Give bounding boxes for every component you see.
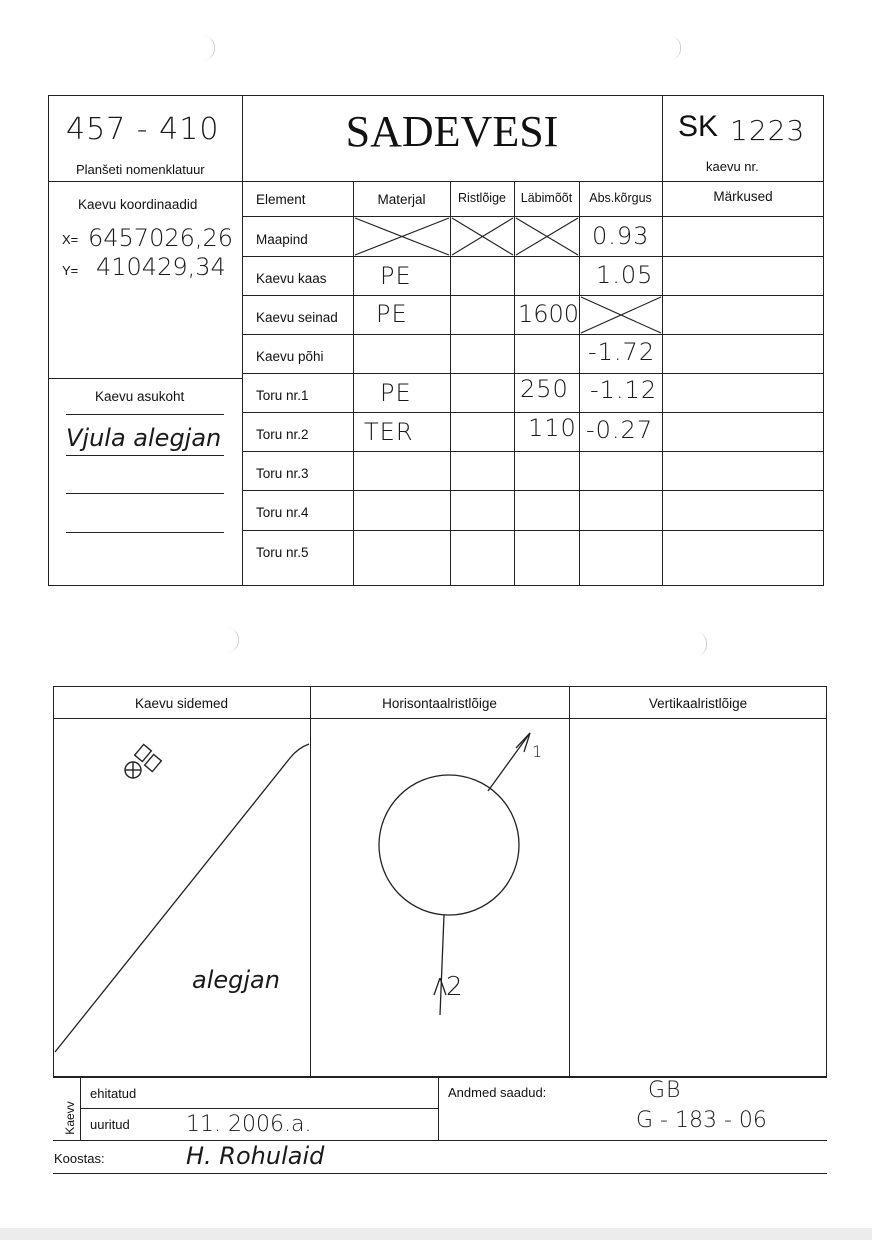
sheet-number: 457 - 410 [66, 112, 220, 147]
well-number: 1223 [730, 114, 806, 147]
divider [242, 373, 824, 374]
surveyed-value: 11. 2006.a. [186, 1112, 312, 1137]
cell-elevation: -1.72 [588, 338, 656, 366]
well-prefix: SK [678, 110, 719, 143]
punch-hole [670, 36, 681, 60]
divider [242, 451, 824, 452]
pipe-2-label: 2 [446, 972, 464, 1002]
sheet-label: Planšeti nomenklatuur [76, 162, 205, 177]
y-label: Y= [62, 263, 79, 278]
divider [242, 256, 824, 257]
cell-elevation: 1.05 [596, 261, 654, 289]
divider [48, 378, 242, 379]
row-label-kaevu-seinad: Kaevu seinad [256, 310, 338, 325]
drawing-panels [53, 686, 827, 1077]
page-title: SADEVESI [345, 107, 559, 156]
cell-diameter: 1600 [518, 300, 580, 328]
coordinates-label: Kaevu koordinaadid [78, 197, 198, 212]
location-value: Vjula alegjan [66, 424, 222, 452]
x-label: X= [62, 232, 79, 247]
cell-elevation: -0.27 [586, 416, 654, 444]
divider [53, 1140, 827, 1141]
divider [242, 412, 824, 413]
location-line [66, 493, 224, 494]
cell-material: PE [380, 262, 412, 290]
panel-header-ties: Kaevu sidemed [134, 696, 229, 711]
divider [242, 490, 824, 491]
column-header: Ristlõige [458, 191, 506, 205]
data-source-label: Andmed saadud: [448, 1085, 547, 1100]
row-label-toru-5: Toru nr.5 [256, 545, 309, 560]
column-header: Abs.kõrgus [589, 191, 652, 205]
divider [48, 181, 824, 182]
divider [438, 1077, 439, 1140]
pipe-1-label: 1 [532, 742, 544, 761]
location-line [66, 455, 224, 456]
divider [80, 1108, 438, 1109]
column-header: Läbimõõt [520, 191, 573, 205]
data-source-code: G - 183 - 06 [636, 1108, 767, 1133]
cell-diameter: 110 [528, 414, 577, 442]
surveyed-label: uuritud [90, 1117, 130, 1132]
y-value: 410429,34 [96, 253, 226, 281]
well-label: kaevu nr. [706, 159, 759, 174]
row-label-toru-3: Toru nr.3 [256, 466, 309, 481]
side-label: Kaevv [63, 1101, 77, 1135]
sketch-label: alegjan [192, 966, 280, 994]
row-label-kaevu-kaas: Kaevu kaas [256, 271, 327, 286]
divider [242, 530, 824, 531]
author-value: H. Rohulaid [186, 1142, 325, 1170]
data-source-value: GB [648, 1078, 682, 1103]
author-label: Koostas: [54, 1151, 105, 1166]
divider [53, 1077, 827, 1078]
location-label: Kaevu asukoht [95, 389, 185, 404]
row-label-maapind: Maapind [256, 232, 308, 247]
punch-hole [204, 36, 215, 60]
column-header: Märkused [713, 189, 773, 204]
divider [662, 95, 663, 586]
divider [514, 181, 515, 586]
x-value: 6457026,26 [88, 224, 234, 252]
cell-elevation: 0.93 [592, 222, 650, 250]
divider [579, 181, 580, 586]
row-label-kaevu-pohi: Kaevu põhi [256, 349, 324, 364]
scan-edge [0, 1228, 872, 1240]
divider [53, 718, 827, 719]
row-label-toru-1: Toru nr.1 [256, 388, 309, 403]
panel-header-vertical: Vertikaalristlõige [648, 696, 748, 711]
divider [242, 95, 243, 586]
divider [242, 295, 824, 296]
column-header: Element [256, 192, 306, 207]
punch-hole [696, 632, 707, 656]
cell-material: PE [380, 379, 412, 407]
cell-material: TER [364, 418, 414, 446]
cell-material: PE [376, 300, 408, 328]
panel-header-horizontal: Horisontaalristlõige [382, 696, 497, 711]
cell-diameter: 250 [520, 375, 569, 403]
divider [242, 334, 824, 335]
cell-elevation: -1.12 [590, 376, 658, 404]
divider [242, 216, 824, 217]
column-header: Materjal [377, 192, 426, 207]
divider [53, 1173, 827, 1174]
built-label: ehitatud [90, 1086, 137, 1101]
location-line [66, 532, 224, 533]
row-label-toru-4: Toru nr.4 [256, 505, 309, 520]
divider [569, 686, 570, 1077]
divider [310, 686, 311, 1077]
row-label-toru-2: Toru nr.2 [256, 427, 309, 442]
punch-hole [228, 628, 239, 652]
divider [353, 181, 354, 586]
divider [450, 181, 451, 586]
location-line [66, 414, 224, 415]
